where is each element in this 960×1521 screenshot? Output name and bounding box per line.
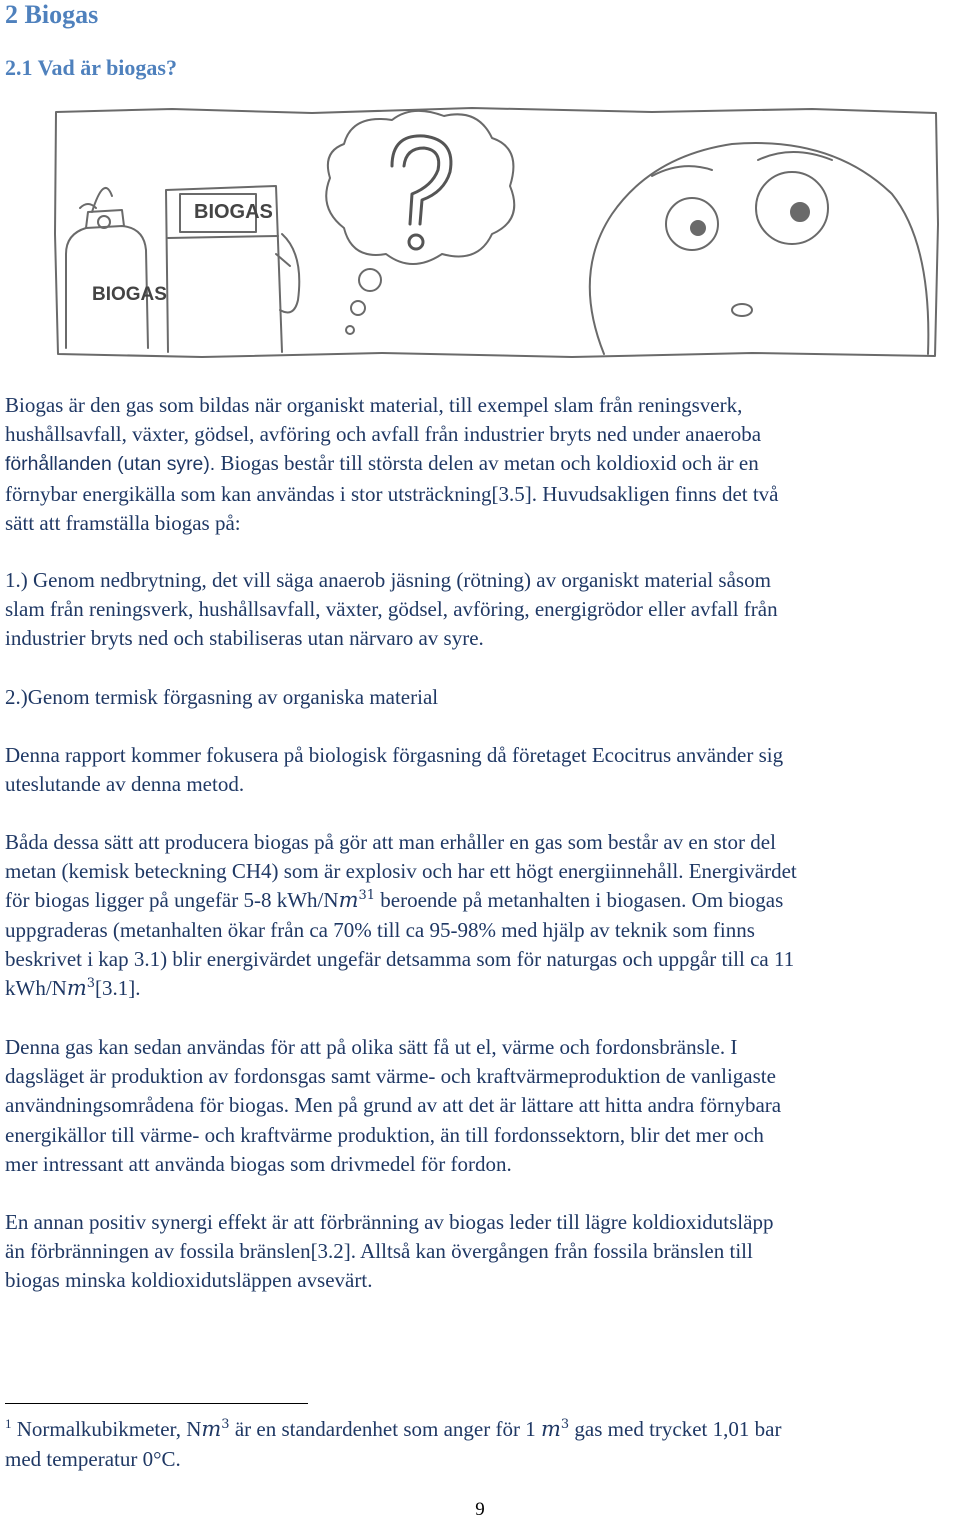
text-line: hushållsavfall, växter, gödsel, avföring och avfall från industrier bryts ned under anaeroba (5, 422, 762, 447)
text-line: uppgraderas (metanhalten ökar från ca 70% till ca 95-98% med hjälp av teknik som finns (5, 917, 755, 942)
text-fragment: för biogas ligger på ungefär 5-8 kWh/N (5, 888, 339, 913)
page-number: 9 (475, 1499, 485, 1520)
paragraph-method-2 (5, 683, 960, 712)
text-line: slam från reningsverk, hushållsavfall, växter, gödsel, avföring, energigrödor eller avfall från (5, 597, 778, 622)
math-m: m (201, 1417, 222, 1441)
text-line: än förbränningen av fossila bränslen[3.2]. Alltså kan övergången från fossila bränslen till (5, 1239, 753, 1264)
text-line: dagsläget är produktion av fordonsgas samt värme- och kraftvärmeproduktion de vanligaste (5, 1064, 776, 1089)
paragraph-intro (5, 391, 960, 538)
text-line: uteslutande av denna metod. (5, 772, 245, 797)
text-line: En annan positiv synergi effekt är att förbränning av biogas leder till lägre koldioxidutsläpp (5, 1210, 774, 1234)
text-line: Båda dessa sätt att producera biogas på gör att man erhåller en gas som består av en stor del (5, 830, 776, 854)
text-line: 2.)Genom termisk förgasning av organiska material (5, 685, 439, 709)
biogas-illustration (52, 104, 942, 362)
text-fragment: [3.1]. (95, 976, 141, 1001)
paragraph-method-1 (5, 566, 960, 654)
math-m: m (540, 1417, 561, 1441)
question-mark-icon (392, 136, 451, 249)
footnote (5, 1414, 781, 1474)
text-line: Biogas är den gas som bildas när organiskt material, till exempel slam från reningsverk, (5, 393, 743, 417)
text-line: Denna rapport kommer fokusera på biologisk förgasning då företaget Ecocitrus använder sig (5, 743, 784, 767)
text-line: mer intressant att använda biogas som drivmedel för fordon. (5, 1151, 512, 1176)
paragraph-synergy (5, 1208, 960, 1296)
math-m: m (66, 976, 87, 1001)
text-line: industrier bryts ned och stabiliseras utan närvaro av syre. (5, 626, 484, 651)
paragraph-energy-value (5, 828, 960, 1003)
chapter-heading: 2 Biogas (5, 0, 99, 29)
tank-label: BIOGAS (92, 284, 167, 305)
math-exponent: 3 (86, 976, 96, 992)
text-fragment: gas med trycket 1,01 bar (569, 1417, 782, 1441)
text-fragment: kWh/N (5, 976, 67, 1001)
text-line: användningsområdena för biogas. Men på grund av att det är lättare att hitta andra förnybara (5, 1093, 782, 1118)
footnote-reference[interactable]: 31 (358, 888, 376, 904)
footnote-separator (5, 1403, 308, 1404)
text-fragment: är en standardenhet som anger för 1 (229, 1417, 541, 1441)
gas-cylinder-icon (66, 188, 148, 348)
paragraph-usage (5, 1033, 960, 1179)
text-line: förhållanden (utan syre). (5, 453, 216, 476)
text-line: förnybar energikälla som kan användas i stor utsträckning[3.5]. Huvudsakligen finns det två (5, 481, 779, 506)
text-line: beskrivet i kap 3.1) blir energivärdet ungefär detsamma som för naturgas och uppgår till ca 11 (5, 946, 795, 971)
text-fragment: Normalkubikmeter, N (11, 1417, 202, 1441)
footnote-marker: 1 (5, 1416, 12, 1431)
text-line: Biogas består till största delen av metan och koldioxid och är en (215, 451, 759, 476)
text-line: med temperatur 0°C. (5, 1447, 181, 1471)
paragraph-focus (5, 741, 960, 799)
text-line: 1.) Genom nedbrytning, det vill säga anaerob jäsning (rötning) av organiskt material såsom (5, 568, 771, 592)
text-line: metan (kemisk beteckning CH4) som är explosiv och har ett högt energiinnehåll. Energivärdet (5, 859, 797, 884)
math-exponent: 3 (560, 1417, 570, 1432)
math-m: m (338, 888, 359, 913)
math-exponent: 3 (221, 1417, 230, 1432)
text-fragment: beroende på metanhalten i biogasen. Om biogas (375, 888, 784, 913)
section-heading: 2.1 Vad är biogas? (5, 55, 177, 80)
text-line: sätt att framställa biogas på: (5, 510, 241, 535)
sign-label: BIOGAS (194, 201, 273, 223)
face-icon (590, 143, 929, 354)
text-line: energikällor till värme- och kraftvärme produktion, än till fordonssektorn, blir det mer och (5, 1122, 764, 1147)
text-line: biogas minska koldioxidutsläppen avsevärt. (5, 1268, 373, 1293)
text-line: Denna gas kan sedan användas för att på olika sätt få ut el, värme och fordonsbränsle. I (5, 1035, 738, 1059)
